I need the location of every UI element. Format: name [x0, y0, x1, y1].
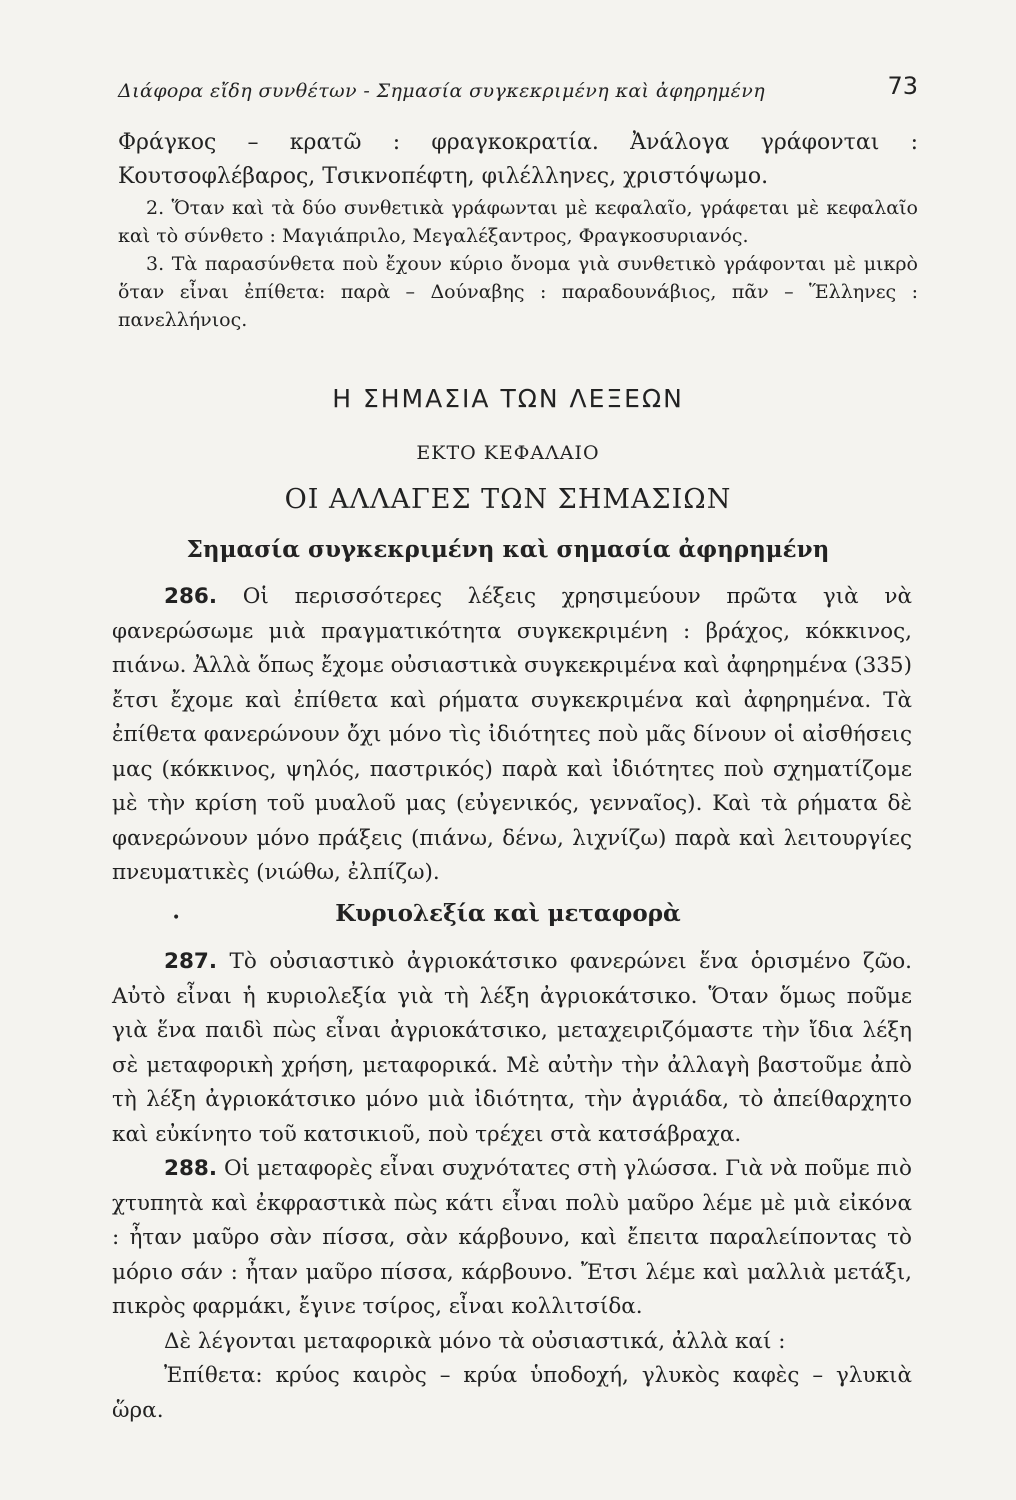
subsection-body [112, 580, 912, 891]
paragraph: Ἐπίθετα: κρύος καιρὸς – κρύα ὑποδοχή, γλυκὸς καφὲς – γλυκιὰ ὥρα. [112, 1363, 912, 1423]
page-number: 73 [887, 72, 918, 100]
section-heading: Η ΣΗΜΑΣΙΑ ΤΩΝ ΛΕΞΕΩΝ [332, 384, 684, 413]
chapter-title: ΟΙ ΑΛΛΑΓΕΣ ΤΩΝ ΣΗΜΑΣΙΩΝ [284, 484, 732, 515]
paragraph-text: Οἱ μεταφορὲς εἶναι συχνότατες στὴ γλώσσα. Γιὰ νὰ ποῦμε πιὸ χτυπητὰ καὶ ἐκφραστικὰ πὼς κάτι εἶναι πολὺ μαῦρο λέμε μὲ μιὰ εἰκόνα : ἦταν μαῦρο σὰν πίσσα, σὰν κάρβουνο, καὶ ἔπειτα παραλείποντας τὸ μόριο σάν : ἦταν μαῦρο πίσσα, κάρβουνο. Ἔτσι λέμε καὶ μαλλιὰ μετάξι, πικρὸς φαρμάκι, ἔγινε τσίρος, εἶναι κολλιτσίδα. [112, 1156, 912, 1319]
small-paragraph: 3. Τὰ παρασύνθετα ποὺ ἔχουν κύριο ὄνομα γιὰ συνθετικὸ γράφονται μὲ μικρὸ ὅταν εἶναι ἐπίθετα: παρὰ – Δούναβης : παραδουνάβιος, πᾶν – Ἕλληνες : πανελλήνιος. [118, 253, 918, 331]
chapter-label: ΕΚΤΟ ΚΕΦΑΛΑΙΟ [416, 442, 600, 464]
paragraph-text: Οἱ περισσότερες λέξεις χρησιμεύουν πρῶτα γιὰ νὰ φανερώσωμε μιὰ πραγματικότητα συγκεκριμένη : βράχος, κόκκινος, πιάνω. Ἀλλὰ ὅπως ἔχομε οὐσιαστικὰ συγκεκριμένα καὶ ἀφηρημένα (335) ἔτσι ἔχομε καὶ ἐπίθετα καὶ ρήματα συγκεκριμένα καὶ ἀφηρημένα. Τὰ ἐπίθετα φανερώνουν ὄχι μόνο τὶς ἰδιότητες ποὺ μᾶς δίνουν οἱ αἰσθήσεις μας (κόκκινος, ψηλός, παστρικός) παρὰ καὶ ἰδιότητες ποὺ σχηματίζομε μὲ τὴν κρίση τοῦ μυαλοῦ μας (εὐγενικός, γενναῖος). Καὶ τὰ ρήματα δὲ φανερώνουν μόνο πράξεις (πιάνω, δένω, λιχνίζω) παρὰ καὶ λειτουργίες πνευματικὲς (νιώθω, ἐλπίζω). [112, 584, 912, 885]
running-title: Διάφορα εἴδη συνθέτων - Σημασία συγκεκριμένη καὶ ἀφηρημένη [118, 80, 765, 102]
subsection-title: Κυριολεξία καὶ μεταφορὰ [335, 900, 681, 927]
subsection-body [112, 945, 912, 1428]
small-paragraph: 2. Ὅταν καὶ τὰ δύο συνθετικὰ γράφωνται μὲ κεφαλαῖο, γράφεται μὲ κεφαλαῖο καὶ τὸ σύνθετο : Μαγιάπριλο, Μεγαλέξαντρος, Φραγκοσυριανός. [118, 197, 918, 247]
paragraph-286 [112, 580, 912, 891]
continued-text [118, 126, 918, 334]
paragraph-number: 288. [164, 1156, 218, 1181]
page-header [118, 72, 918, 112]
paragraph-288 [112, 1152, 912, 1325]
paragraph: Δὲ λέγονται μεταφορικὰ μόνο τὰ οὐσιαστικά, ἀλλὰ καί : [164, 1328, 786, 1354]
paragraph-text: Τὸ οὐσιαστικὸ ἀγριοκάτσικο φανερώνει ἕνα ὁρισμένο ζῶο. Αὐτὸ εἶναι ἡ κυριολεξία γιὰ τὴ λέξη ἀγριοκάτσικο. Ὅταν ὅμως ποῦμε γιὰ ἕνα παιδὶ πὼς εἶναι ἀγριοκάτσικο, μεταχειριζόμαστε τὴν ἴδια λέξη σὲ μεταφορικὴ χρήση, μεταφορικά. Μὲ αὐτὴν τὴν ἀλλαγὴ βαστοῦμε ἀπὸ τὴ λέξη ἀγριοκάτσικο μόνο μιὰ ἰδιότητα, τὴν ἀγριάδα, τὸ ἀπείθαρχητο καὶ εὐκίνητο τοῦ κατσικιοῦ, ποὺ τρέχει στὰ κατσάβραχα. [112, 949, 912, 1147]
subsection-title: Σημασία συγκεκριμένη καὶ σημασία ἀφηρημένη [186, 536, 830, 563]
paragraph-287 [112, 945, 912, 1152]
bullet-mark: • [172, 910, 181, 926]
paragraph-number: 287. [164, 949, 218, 974]
paragraph-number: 286. [164, 584, 218, 609]
small-paragraph: Φράγκος – κρατῶ : φραγκοκρατία. Ἀνάλογα γράφονται : Κουτσοφλέβαρος, Τσικνοπέφτη, φιλέλληνες, χριστόψωμο. [118, 130, 918, 189]
